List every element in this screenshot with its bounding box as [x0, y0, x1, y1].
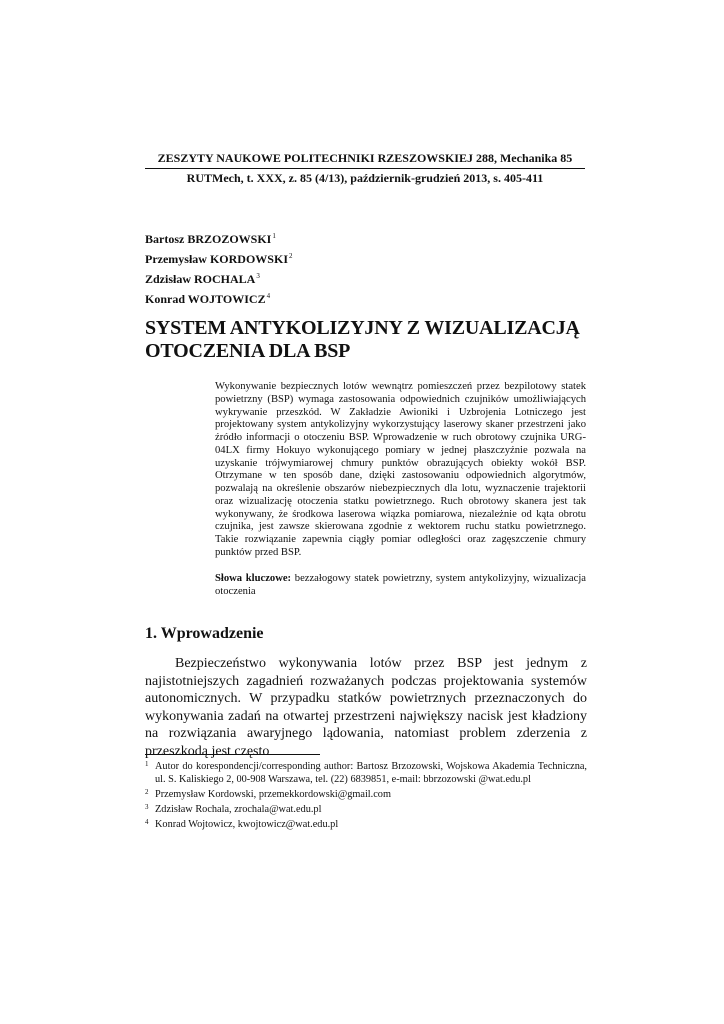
footnote-number: 1 — [145, 760, 149, 768]
author-footnote-mark: 2 — [289, 252, 293, 260]
footnote-number: 4 — [145, 818, 149, 826]
footnotes — [145, 760, 587, 833]
section-heading: 1. Wprowadzenie — [145, 625, 264, 642]
footnote — [145, 760, 587, 786]
journal-issue: RUTMech, t. XXX, z. 85 (4/13), październik-grudzień 2013, s. 405-411 — [186, 171, 544, 185]
footnote-number: 3 — [145, 803, 149, 811]
keywords-text: bezzałogowy statek powietrzny, system antykolizyjny, wizualizacja otoczenia — [215, 573, 586, 597]
author-list — [145, 228, 293, 308]
footnote-divider — [145, 754, 320, 755]
footnote-text: Konrad Wojtowicz, kwojtowicz@wat.edu.pl — [155, 819, 339, 830]
author: Zdzisław ROCHALA$^3$ — [145, 272, 260, 286]
author-footnote-mark: 3 — [256, 272, 260, 280]
abstract: Wykonywanie bezpiecznych lotów wewnątrz pomieszczeń przez bezpilotowy statek powietrzny (BSP) wymaga zastosowania odpowiednich czujników umożliwiających wykrywanie przeszkód. W Zakładzie Awioniki i Uzbrojenia Lotniczego jest projektowany system antykolizyjny wykorzystujący laserowy skaner przestrzeni jako źródło informacji o otoczeniu BSP. Wprowadzenie w ruch obrotowy czujnika URG-04LX firmy Hokuyo wykonującego pomiary w jednej płaszczyźnie pozwala na uzyskanie trójwymiarowej chmury punktów obrazujących obiekty wokół BSP. Otrzymane w ten sposób dane, dzięki zastosowaniu odpowiednich algorytmów, pozwalają na określenie obszarów niebezpiecznych dla lotu, wyznaczenie trajektorii oraz wizualizację otoczenia statku powietrznego. Ruch obrotowy skanera jest tak wykonywany, że środkowa laserowa wiązka pomiarowa, niezależnie od kąta obrotu czujnika, jest zawsze skierowana zgodnie z wektorem ruchu statku powietrznego. Takie rozwiązanie zapewnia ciągły pomiar odległości oraz zagęszczenie chmury punktów przed BSP. — [215, 381, 586, 558]
author: Bartosz BRZOZOWSKI$^1$ — [145, 232, 276, 246]
author-footnote-mark: 1 — [272, 232, 276, 240]
footnote-text: Przemysław Kordowski, przemekkordowski@gmail.com — [155, 789, 391, 800]
footnote — [145, 788, 587, 801]
author: Przemysław KORDOWSKI$^2$ — [145, 252, 293, 266]
body-paragraph: Bezpieczeństwo wykonywania lotów przez BSP jest jednym z najistotniejszych zagadnień rozważanych podczas projektowania systemów autonomicznych. W przypadku statków powietrznych przeznaczonych do wykonywania zadań na otwartej przestrzeni największy nacisk jest kładziony na rozwiązania awaryjnego lądowania, natomiast problem zderzenia z przeszkodą jest często — [145, 656, 587, 759]
footnote — [145, 803, 587, 816]
author: Konrad WOJTOWICZ$^4$ — [145, 292, 271, 306]
footnote-number: 2 — [145, 788, 149, 796]
journal-header — [145, 150, 585, 187]
keywords — [215, 573, 586, 599]
journal-name: ZESZYTY NAUKOWE POLITECHNIKI RZESZOWSKIEJ 288, Mechanika 85 — [145, 150, 585, 169]
footnote — [145, 818, 587, 831]
author-footnote-mark: 4 — [266, 292, 271, 300]
footnote-text: Zdzisław Rochala, zrochala@wat.edu.pl — [155, 804, 322, 815]
keywords-label: Słowa kluczowe: — [215, 573, 292, 584]
footnote-text: Autor do korespondencji/corresponding author: Bartosz Brzozowski, Wojskowa Akademia Techniczna, ul. S. Kaliskiego 2, 00-908 Warszawa, tel. (22) 6839851, e-mail: bbrzozowski @wat.edu.pl — [155, 761, 587, 785]
paper-title: SYSTEM ANTYKOLIZYJNY Z WIZUALIZACJĄ OTOCZENIA DLA BSP — [145, 317, 580, 362]
